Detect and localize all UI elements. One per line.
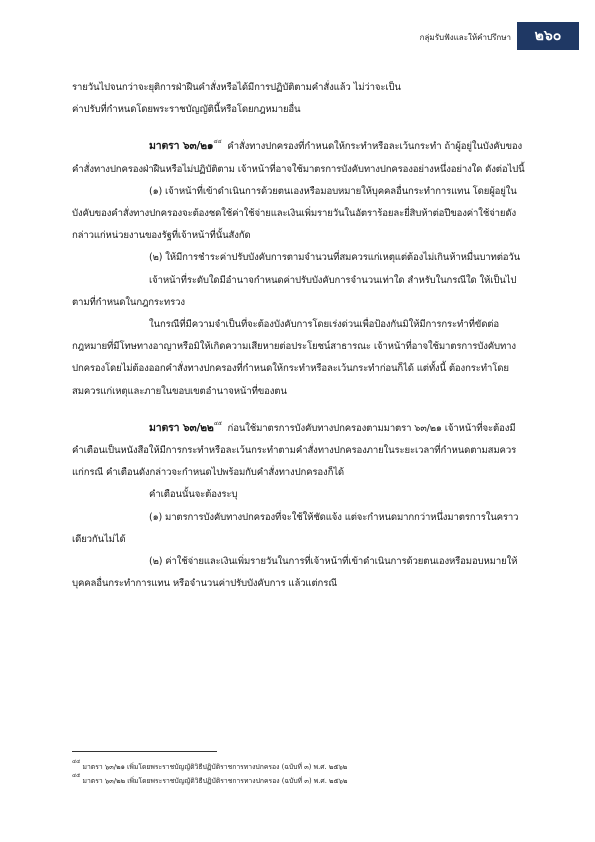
footnote-mark: ๔๔ [72, 759, 81, 765]
section-63-22-item-1: (๑) มาตรการบังคับทางปกครองที่จะใช้ให้ชัดแจ้ง แต่จะกำหนดมากกว่าหนึ่งมาตรการในคราวเดียวกันไม่ได้ [72, 511, 519, 545]
footnote-text: มาตรา ๖๓/๒๑ เพิ่มโดยพระราชบัญญัติวิธีปฏิบัติราชการทางปกครอง (ฉบับที่ ๓) พ.ศ. ๒๕๖๒ [82, 763, 348, 771]
section-63-21-item-1: (๑) เจ้าหน้าที่เข้าดำเนินการด้วยตนเองหรือมอบหมายให้บุคคลอื่นกระทำการแทน โดยผู้อยู่ในบังคับของคำสั่งทางปกครองจะต้องชดใช้ค่าใช้จ่ายและเงินเพิ่มรายวันในอัตราร้อยละยี่สิบห้าต่อปีของค่าใช้จ่ายดังกล่าวแก่หน่วยงานของรัฐที่เจ้าหน้าที่นั้นสังกัด [72, 185, 517, 242]
section-63-22-para-2: คำเตือนนั้นจะต้องระบุ [149, 489, 238, 501]
section-63-22-title: มาตรา ๖๓/๒๒ [149, 421, 214, 434]
footnote-ref-44[interactable]: ๔๔ [213, 139, 222, 146]
document-body [72, 63, 527, 595]
footnotes [72, 760, 527, 788]
section-63-21 [72, 135, 527, 180]
header-group-label: กลุ่มรับฟังและให้คำปรึกษา [419, 33, 511, 42]
section-63-21-para-3: เจ้าหน้าที่ระดับใดมีอำนาจกำหนดค่าปรับบังคับการจำนวนเท่าใด สำหรับในกรณีใด ให้เป็นไปตามที่กำหนดในกฎกระทรวง [72, 274, 517, 308]
page-number-badge: ๒๖๐ [517, 22, 579, 50]
section-63-21-para-4: ในกรณีที่มีความจำเป็นที่จะต้องบังคับการโดยเร่งด่วนเพื่อป้องกันมิให้มีการกระทำที่ขัดต่อกฎหมายที่มีโทษทางอาญาหรือมิให้เกิดความเสียหายต่อประโยชน์สาธารณะ เจ้าหน้าที่อาจใช้มาตรการบังคับทางปกครองโดยไม่ต้องออกคำสั่งทางปกครองที่กำหนดให้กระทำหรือละเว้นกระทำก่อนก็ได้ แต่ทั้งนี้ ต้องกระทำโดยสมควรแก่เหตุและภายในขอบเขตอำนาจหน้าที่ของตน [72, 319, 516, 397]
footnote-divider [72, 751, 217, 752]
lead-line-1: รายวันไปจนกว่าจะยุติการฝ่าฝืนคำสั่งหรือได้มีการปฏิบัติตามคำสั่งแล้ว ไม่ว่าจะเป็น [72, 82, 401, 93]
footnote-ref-45[interactable]: ๔๕ [213, 420, 222, 427]
section-63-21-text: คำสั่งทางปกครองที่กำหนดให้กระทำหรือละเว้นกระทำ ถ้าผู้อยู่ในบังคับของคำสั่งทางปกครองฝ่าฝืนหรือไม่ปฏิบัติตาม เจ้าหน้าที่อาจใช้มาตรการบังคับทางปกครองอย่างหนึ่งอย่างใด ดังต่อไปนี้ [72, 141, 525, 175]
section-63-22 [72, 417, 527, 485]
section-63-21-title: มาตรา ๖๓/๒๑ [149, 140, 214, 153]
section-63-22-text: ก่อนใช้มาตรการบังคับทางปกครองตามมาตรา ๖๓/๒๑ เจ้าหน้าที่จะต้องมีคำเตือนเป็นหนังสือให้มีการกระทำหรือละเว้นกระทำตามคำสั่งทางปกครองภายในระยะเวลาที่กำหนดตามสมควรแก่กรณี คำเตือนดังกล่าวจะกำหนดไปพร้อมกับคำสั่งทางปกครองก็ได้ [72, 422, 517, 479]
section-63-21-item-2: (๒) ให้มีการชำระค่าปรับบังคับการตามจำนวนที่สมควรแก่เหตุแต่ต้องไม่เกินห้าหมื่นบาทต่อวัน [149, 252, 521, 264]
footnote-45 [72, 774, 527, 788]
footnote-mark: ๔๕ [72, 773, 81, 779]
footnote-44 [72, 760, 527, 774]
footnote-text: มาตรา ๖๓/๒๒ เพิ่มโดยพระราชบัญญัติวิธีปฏิบัติราชการทางปกครอง (ฉบับที่ ๓) พ.ศ. ๒๕๖๒ [82, 777, 348, 785]
lead-line-2: ค่าปรับที่กำหนดโดยพระราชบัญญัตินี้หรือโดยกฎหมายอื่น [72, 104, 301, 116]
section-63-22-item-2: (๒) ค่าใช้จ่ายและเงินเพิ่มรายวันในการที่เจ้าหน้าที่เข้าดำเนินการด้วยตนเองหรือมอบหมายให้บุคคลอื่นกระทำการแทน หรือจำนวนค่าปรับบังคับการ แล้วแต่กรณี [72, 556, 518, 590]
